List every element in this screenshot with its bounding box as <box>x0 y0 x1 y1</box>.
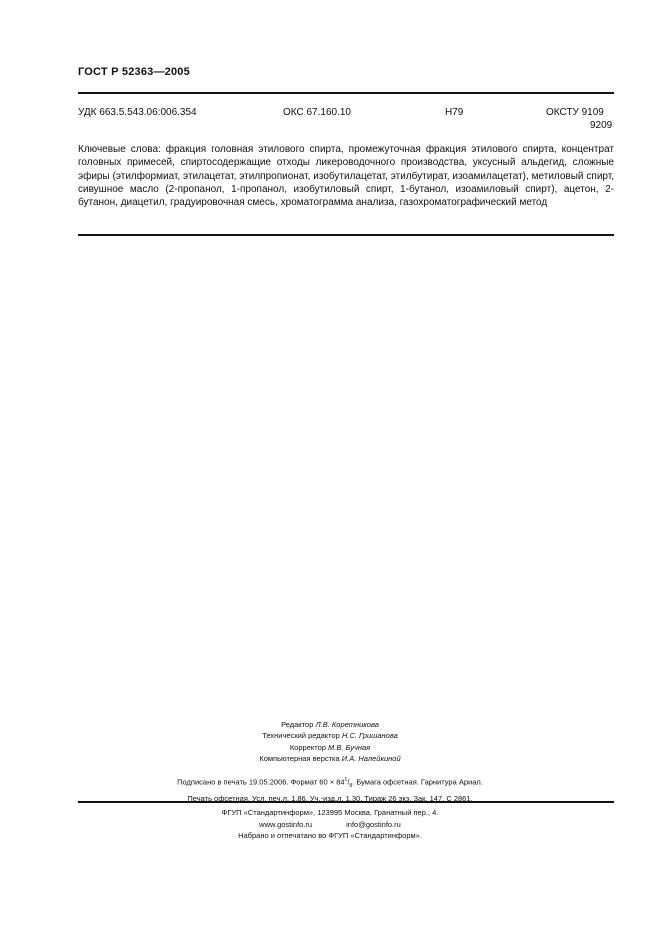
udk-code-text: УДК 663.5.543.06:006.354 <box>78 107 197 118</box>
editor-name: Л.В. Коретникова <box>315 720 379 729</box>
okstu-code <box>546 107 604 118</box>
publisher-block <box>150 807 510 842</box>
format-fraction-denominator: 8 <box>349 783 353 789</box>
tech-editor-name: Н.С. Гришанова <box>341 731 398 741</box>
credits-block <box>160 719 500 764</box>
layout-role: Компьютерная верстка <box>259 753 340 763</box>
print-info-paper: . Бумага офсетная. Гарнитура Ариал. <box>352 777 483 787</box>
publisher-website: www.gostinfo.ru <box>259 819 313 829</box>
editor-role: Редактор <box>281 720 314 729</box>
keywords-divider <box>78 234 614 236</box>
layout-name: И.А. Налейкиной <box>341 753 401 763</box>
keywords-paragraph: Ключевые слова: фракция головная этилового спирта, промежуточная фракция этилового спирта, концентрат головных примесей, спиртосодержащие отходы ликероводочного производства, уксусный альдегид, сложные эфиры (этилформиат, этилацетат, этилпропионат, изобутилацетат, этилбутират, изоамилацетат), метиловый спирт, сивушное масло (2-пропанол, 1-пропанол, изобутиловый спирт, 1-бутанол, изоамиловый спирт), ацетон, 2-бутанон, диацетил, градуировочная смесь, хроматограмма анализа, газохроматографический метод <box>78 144 614 209</box>
corrector-name: М.В. Бучная <box>328 742 371 752</box>
tech-editor-role: Технический редактор <box>262 731 340 741</box>
editor-line <box>160 719 500 730</box>
format-fraction-numerator: 1 <box>344 777 348 783</box>
standard-number: ГОСТ Р 52363—2005 <box>78 66 190 78</box>
print-info-format: Подписано в печать 19.05.2006. Формат 60 × 84 <box>177 777 345 787</box>
publisher-address: ФГУП «Стандартинформ», 123995 Москва, Гранатный пер., 4. <box>221 808 439 817</box>
group-code <box>445 107 463 118</box>
publisher-email: info@gostinfo.ru <box>346 819 401 829</box>
oks-code <box>283 107 351 118</box>
corrector-line <box>160 742 500 753</box>
layout-line <box>160 753 500 764</box>
print-info-line-2: Печать офсетная. Усл. печ.л. 1,86. Уч.-изд.л. 1,30. Тираж 26 экз. Зак. 147. С 2861. <box>187 793 473 803</box>
okstu-code-second: 9209 <box>590 120 613 131</box>
okstu-code-text: ОКСТУ 9109 <box>546 107 604 118</box>
print-info-line-1: Подписано в печать 19.05.2006. Формат $60 \times 84^1/_8$. Бумага офсетная. Гарнитура Ариал. <box>177 777 483 789</box>
footer-divider <box>78 801 614 803</box>
group-code-text: Н79 <box>445 107 464 118</box>
top-divider <box>78 92 614 94</box>
oks-code-text: ОКС 67.160.10 <box>283 107 351 118</box>
publisher-contacts <box>150 819 510 831</box>
publisher-printed-by: Набрано и отпечатано во ФГУП «Стандартинформ». <box>238 831 422 840</box>
corrector-role: Корректор <box>289 742 326 752</box>
tech-editor-line <box>160 730 500 741</box>
udk-code <box>78 107 197 118</box>
